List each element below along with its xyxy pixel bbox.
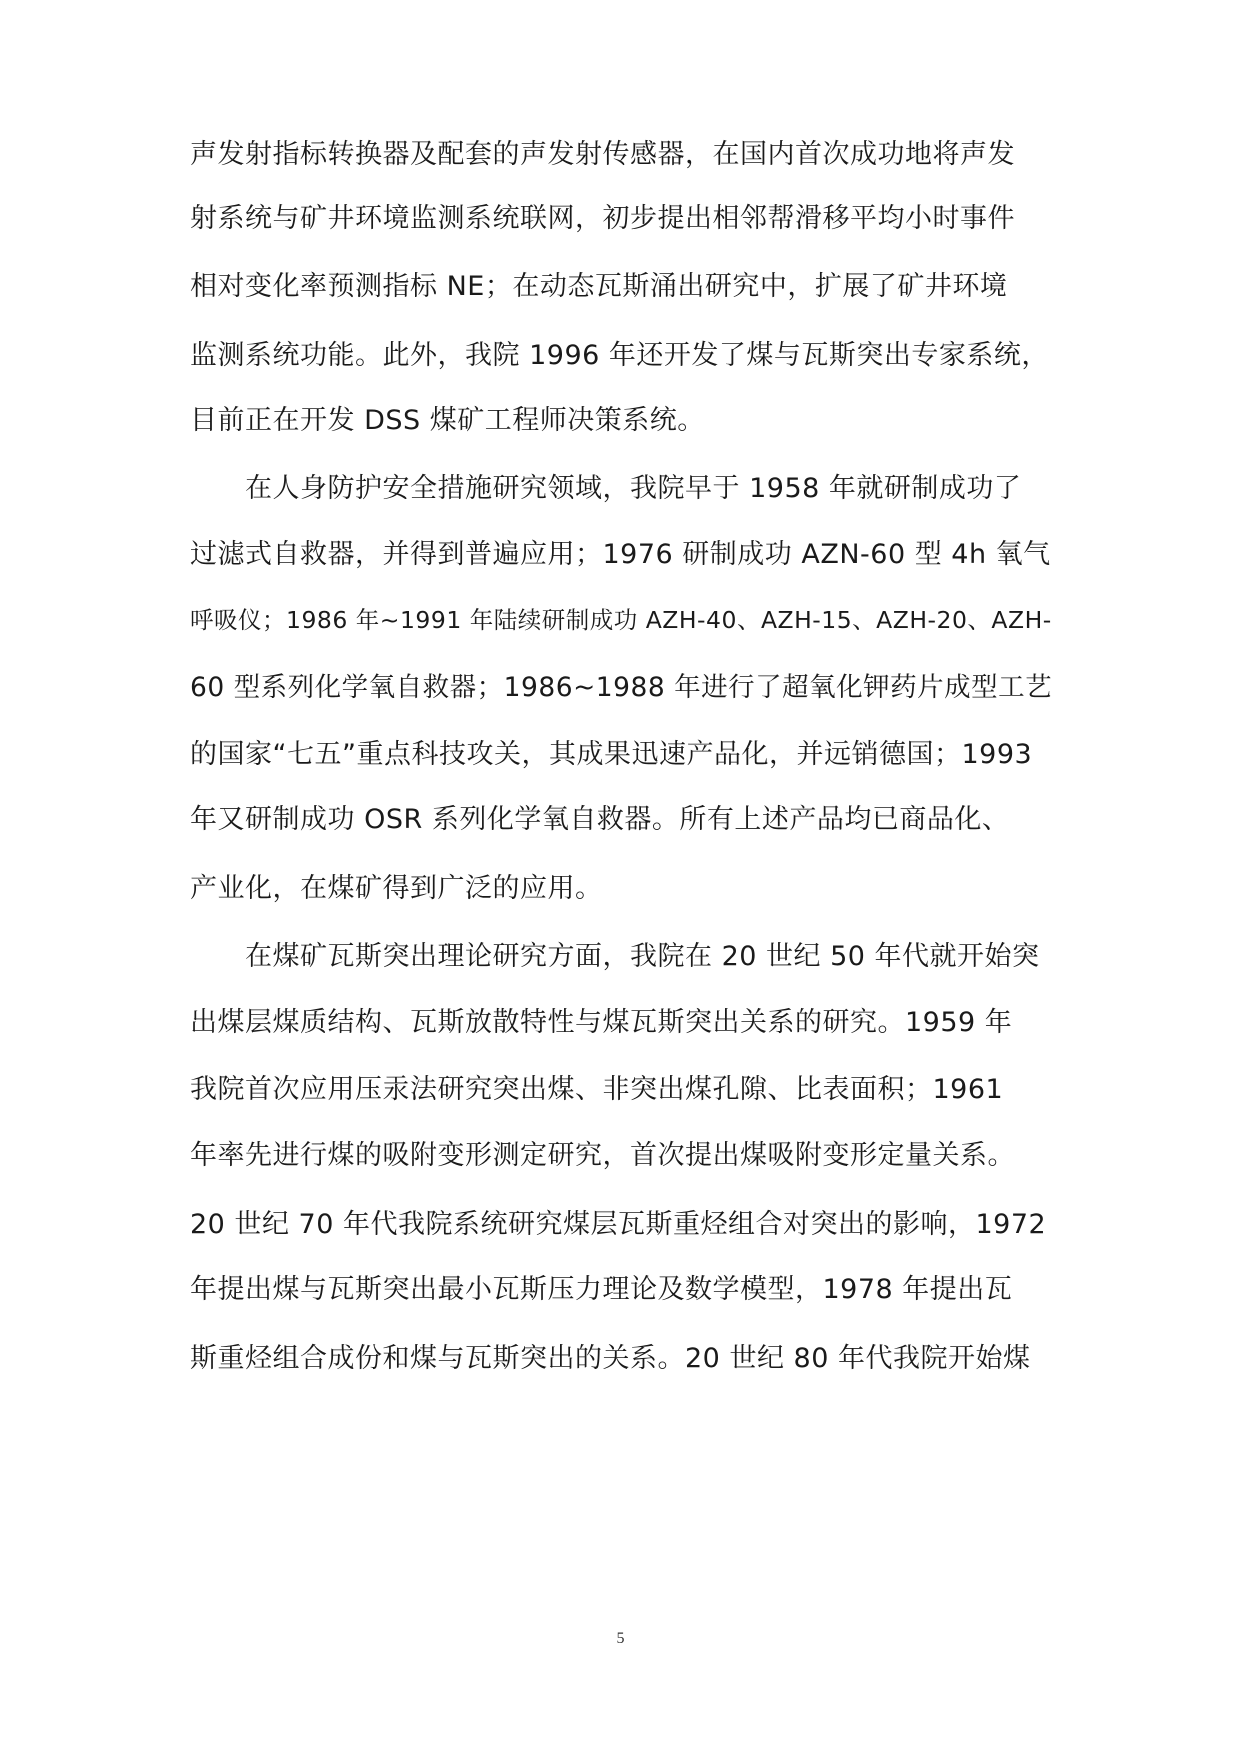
text-line: 在煤矿瓦斯突出理论研究方面，我院在 20 世纪 50 年代就开始突: [190, 941, 1040, 972]
text-line: 的国家“七五”重点科技攻关，其成果迅速产品化，并远销德国；1993: [190, 739, 1033, 770]
text-line: 过滤式自救器，并得到普遍应用；1976 研制成功 AZN-60 型 4h 氧气: [190, 539, 1051, 570]
text-line: 年提出煤与瓦斯突出最小瓦斯压力理论及数学模型，1978 年提出瓦: [190, 1274, 1013, 1305]
text-line: 产业化，在煤矿得到广泛的应用。: [190, 873, 603, 904]
text-line: 射系统与矿井环境监测系统联网，初步提出相邻帮滑移平均小时事件: [190, 203, 1015, 234]
text-line: 呼吸仪；1986 年~1991 年陆续研制成功 AZH-40、AZH-15、AZH-20、AZH-: [190, 606, 1052, 634]
text-line: 相对变化率预测指标 NE；在动态瓦斯涌出研究中，扩展了矿井环境: [190, 271, 1008, 302]
text-line: 20 世纪 70 年代我院系统研究煤层瓦斯重烃组合对突出的影响，1972: [190, 1209, 1047, 1240]
text-line: 监测系统功能。此外，我院 1996 年还开发了煤与瓦斯突出专家系统，: [190, 340, 1049, 371]
text-line: 在人身防护安全措施研究领域，我院早于 1958 年就研制成功了: [190, 473, 1022, 504]
text-line: 目前正在开发 DSS 煤矿工程师决策系统。: [190, 405, 705, 436]
text-line: 我院首次应用压汞法研究突出煤、非突出煤孔隙、比表面积；1961: [190, 1074, 1004, 1105]
text-line: 声发射指标转换器及配套的声发射传感器，在国内首次成功地将声发: [190, 139, 1015, 170]
text-line: 斯重烃组合成份和煤与瓦斯突出的关系。20 世纪 80 年代我院开始煤: [190, 1343, 1031, 1374]
text-line: 年率先进行煤的吸附变形测定研究，首次提出煤吸附变形定量关系。: [190, 1140, 1015, 1171]
text-line: 60 型系列化学氧自救器；1986~1988 年进行了超氧化钾药片成型工艺: [190, 672, 1053, 703]
text-line: 年又研制成功 OSR 系列化学氧自救器。所有上述产品均已商品化、: [190, 804, 1010, 835]
page-number: 5: [616, 1630, 625, 1647]
text-line: 出煤层煤质结构、瓦斯放散特性与煤瓦斯突出关系的研究。1959 年: [190, 1007, 1013, 1038]
